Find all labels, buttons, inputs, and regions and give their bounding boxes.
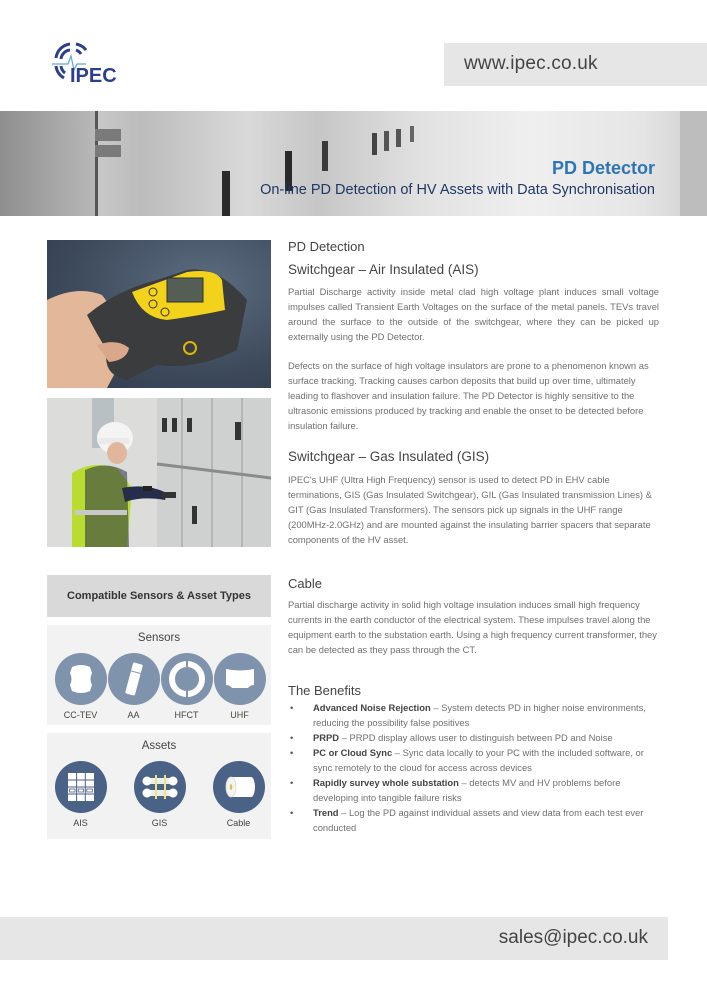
banner-handle bbox=[410, 126, 414, 142]
svg-text:IPEC: IPEC bbox=[70, 65, 117, 86]
paragraph-ais-tracking: Defects on the surface of high voltage insulators are prone to a phenomenon known as surface tracking. Tracking causes carbon deposits that build up over time, ultimately leading to flashover and insulation failure. The PD Detector is highly sensitive to the ultrasonic emissions produced by tracking and enable the onset to be detected before insulation failure. bbox=[288, 360, 649, 431]
heading-gis: Switchgear – Gas Insulated (GIS) bbox=[288, 449, 490, 464]
banner-handle bbox=[322, 141, 328, 171]
sensor-cc-tev: CC-TEV bbox=[53, 653, 108, 720]
paragraph-ais-tev: Partial Discharge activity inside metal clad high voltage plant induces small voltage impulses called Transient Earth Voltages on the surface of the metal panels. TEVs travel around the surface to the outside of the switchgear, where they can be picked up externally using the PD Detector. bbox=[288, 286, 659, 342]
banner-hinge bbox=[95, 145, 121, 157]
banner-handle bbox=[396, 129, 401, 147]
engineer-using-detector-photo bbox=[47, 398, 271, 547]
banner-switchgear-panel bbox=[0, 111, 95, 216]
banner-switchgear-panel bbox=[95, 111, 98, 216]
heading-ais: Switchgear – Air Insulated (AIS) bbox=[288, 262, 479, 277]
hfct-sensor-icon bbox=[161, 653, 213, 705]
hero-banner bbox=[0, 111, 707, 216]
asset-cable: Cable bbox=[211, 761, 266, 828]
heading-benefits: The Benefits bbox=[288, 683, 361, 698]
cc-tev-sensor-icon bbox=[55, 653, 107, 705]
sensors-box bbox=[47, 625, 271, 725]
asset-ais: AIS bbox=[53, 761, 108, 828]
paragraph-gis: IPEC's UHF (Ultra High Frequency) sensor is used to detect PD in EHV cable terminations, GIS (Gas Insulated Switchgear), GIL (Gas Insulated transmission Lines) & GIT (Gas Insulated Transformers). The sensors pick up signals in the UHF range (200MHz-2.0GHz) and are mounted against the insulating barrier spacers that separate components of the HV asset. bbox=[288, 474, 652, 545]
product-subtitle: On-line PD Detection of HV Assets with Data Synchronisation bbox=[260, 182, 655, 198]
banner-handle bbox=[384, 131, 389, 151]
benefit-item: • PRPD – PRPD display allows user to distinguish between PD and Noise bbox=[288, 730, 663, 745]
ipec-logo bbox=[50, 38, 125, 86]
sensor-uhf: UHF bbox=[212, 653, 267, 720]
cable-icon bbox=[213, 761, 265, 813]
benefit-item: • PC or Cloud Sync – Sync data locally to your PC with the included software, or sync remotely to the cloud for access across devices bbox=[288, 745, 663, 775]
website-bar bbox=[444, 43, 707, 86]
asset-gis: GIS bbox=[132, 761, 187, 828]
ais-switchgear-icon bbox=[55, 761, 107, 813]
banner-hinge bbox=[95, 129, 121, 141]
banner-handle bbox=[222, 171, 230, 216]
sensors-title: Sensors bbox=[137, 632, 181, 644]
gis-switchgear-icon bbox=[134, 761, 186, 813]
pd-detector-in-hand-photo bbox=[47, 240, 271, 388]
paragraph-cable: Partial discharge activity in solid high voltage insulation induces small high frequency currents in the earth conductor of the electrical system. These impulses travel along the equipment earth to the substation earth. Using a high frequency current transformer, they can be detected as they pass through the CT. bbox=[288, 599, 657, 655]
assets-title: Assets bbox=[141, 740, 177, 752]
product-title: PD Detector bbox=[551, 158, 655, 178]
sales-email-link[interactable]: sales@ipec.co.uk bbox=[498, 927, 648, 948]
assets-box bbox=[47, 733, 271, 839]
benefit-item: • Advanced Noise Rejection – System detects PD in higher noise environments, reducing the possibility false positives bbox=[288, 700, 663, 730]
benefits-list bbox=[288, 700, 663, 835]
benefit-item: • Rapidly survey whole substation – detects MV and HV problems before developing into tangible failure risks bbox=[288, 775, 663, 805]
sensor-aa: AA bbox=[106, 653, 161, 720]
section-title-pd-detection: PD Detection bbox=[288, 239, 365, 254]
sensor-hfct: HFCT bbox=[159, 653, 214, 720]
compatible-sensors-header: Compatible Sensors & Asset Types bbox=[47, 575, 271, 617]
benefit-item: • Trend – Log the PD against individual assets and view data from each test ever conducted bbox=[288, 805, 663, 835]
website-link[interactable]: www.ipec.co.uk bbox=[464, 53, 598, 74]
uhf-sensor-icon bbox=[214, 653, 266, 705]
banner-edge bbox=[680, 111, 707, 216]
contact-footer-bar bbox=[0, 917, 668, 960]
banner-handle bbox=[372, 133, 377, 155]
aa-sensor-icon bbox=[108, 653, 160, 705]
heading-cable: Cable bbox=[288, 576, 322, 591]
